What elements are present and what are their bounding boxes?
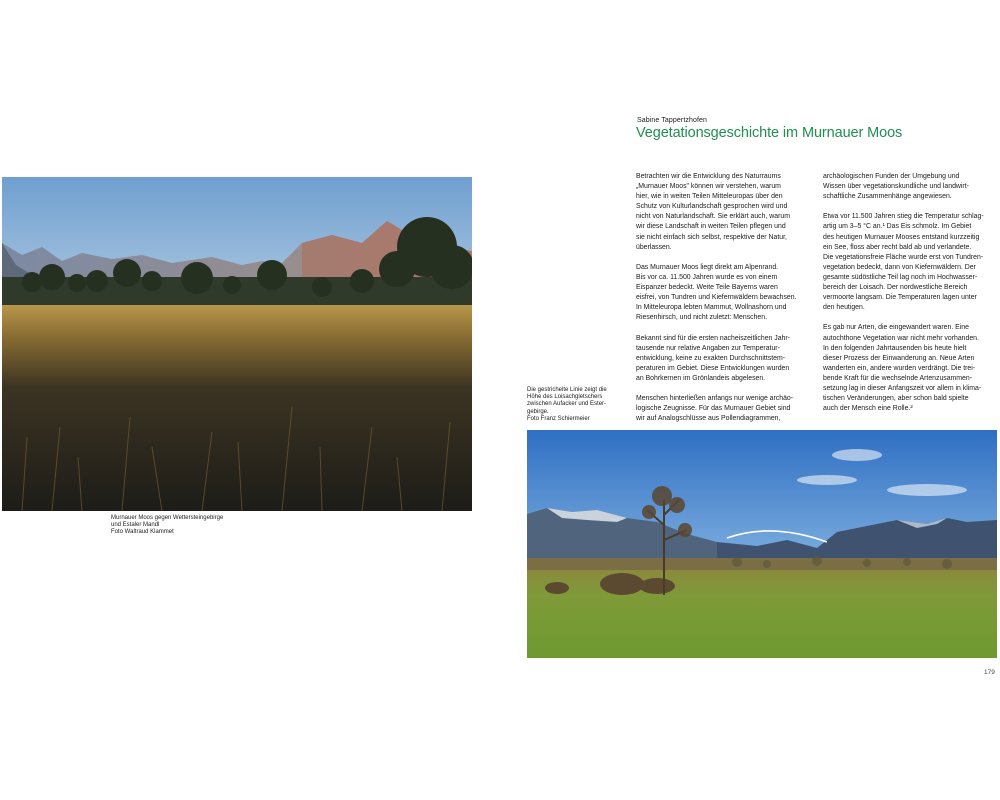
text-line: Bekannt sind für die ersten nacheiszeitlichen Jahr-	[636, 334, 790, 342]
text-line: Das Murnauer Moos liegt direkt am Alpenrand.	[636, 263, 779, 271]
text-line: eisfrei, von Tundren und Kiefernwäldern bewachsen.	[636, 294, 797, 302]
caption-line: Murnauer Moos gegen Wettersteingebirge	[111, 515, 224, 521]
text-line: bende Kraft für die wechselnde Artenzusammen-	[823, 374, 972, 382]
text-line: tausende nur relative Angaben zur Temperatur-	[636, 344, 780, 352]
article-title: Vegetationsgeschichte im Murnauer Moos	[636, 125, 903, 141]
caption-line: Die gestrichelte Linie zeigt die	[527, 387, 607, 393]
text-line: dieser Prozess der Einwanderung an. Neue Arten	[823, 354, 975, 362]
caption-line: Höhe des Loisachgletschers	[527, 394, 603, 401]
text-line: Betrachten wir die Entwicklung des Naturraums	[636, 173, 781, 180]
text-line: wir diese Landschaft in weiten Teilen pflegen und	[636, 223, 786, 231]
text-line: schaftliche Zusammenhänge angewiesen.	[823, 193, 952, 201]
caption-line: gebirge.	[527, 408, 549, 415]
text-column-right	[823, 172, 995, 424]
text-line: Bis vor ca. 11.500 Jahren wurde es von einem	[636, 273, 778, 281]
text-line: entwicklung, keine zu exakten Durchschnittstem-	[636, 354, 785, 362]
text-line: gesamte südöstliche Teil lag noch im Hochwasser-	[823, 273, 978, 281]
paragraph	[823, 323, 995, 414]
photo-caption-right	[527, 387, 607, 423]
text-line: Die vegetationsfreie Fläche wurde erst von Tundren-	[823, 253, 984, 261]
text-line: In den folgenden Jahrtausenden bis heute hielt	[823, 344, 967, 352]
article-author: Sabine Tappertzhofen	[637, 117, 707, 124]
text-line: In Mitteleuropa lebten Mammut, Wollnashorn und	[636, 304, 787, 312]
photo-loisach-glacier-line	[527, 430, 997, 658]
paragraph	[823, 212, 995, 313]
paragraph	[636, 334, 808, 384]
text-line: vegetation bedeckt, dann von Kiefernwäldern. Der	[823, 263, 976, 271]
text-line: Etwa vor 11.500 Jahren stieg die Temperatur schlag-	[823, 213, 984, 221]
photo-murnauer-moos-sunset	[2, 177, 472, 511]
text-line: „Murnauer Moos" können wir verstehen, warum	[636, 183, 781, 191]
text-line: logische Zeugnisse. Für das Murnauer Gebiet sind	[636, 405, 791, 413]
caption-line: Foto Franz Schiermeier	[527, 415, 590, 422]
paragraph	[636, 172, 808, 253]
text-line: Wissen über vegetationskundliche und landwirt-	[823, 183, 969, 191]
photo-caption-left	[111, 515, 223, 537]
text-column-left	[636, 172, 808, 434]
caption-line: Foto Waltraud Klammet	[111, 529, 174, 536]
text-line: an Bohrkernen im Grönlandeis abgelesen.	[636, 374, 766, 382]
page-number: 179	[984, 669, 995, 676]
text-line: den heutigen.	[823, 304, 865, 312]
text-line: vermoorte langsam. Die Temperaturen lagen unter	[823, 294, 977, 302]
text-line: archäologischen Funden der Umgebung und	[823, 173, 960, 180]
text-line: wir auf Analogschlüsse aus Pollendiagrammen,	[636, 415, 781, 423]
caption-line: und Estaler Mandl	[111, 522, 160, 529]
text-line: bereich der Loisach. Der nordwestliche Bereich	[823, 284, 968, 292]
landscape-image	[527, 430, 997, 658]
paragraph	[636, 394, 808, 424]
text-line: artig um 3–5 °C an.¹ Das Eis schmolz. Im Gebiet	[823, 223, 972, 231]
text-line: Riesenhirsch, und nicht zuletzt: Menschen.	[636, 314, 767, 322]
text-line: Es gab nur Arten, die eingewandert waren. Eine	[823, 324, 969, 332]
text-line: wanderten ein, andere wurden verdrängt. Die trei-	[823, 364, 976, 372]
text-line: tischen Veränderungen, aber schon bald spielte	[823, 395, 969, 403]
text-line: Menschen hinterließen anfangs nur wenige archäo-	[636, 395, 794, 403]
text-line: peraturen im Gebiet. Diese Entwicklungen wurden	[636, 364, 790, 372]
text-line: auch der Mensch eine Rolle.²	[823, 405, 913, 413]
caption-line: zwischen Aufacker und Ester-	[527, 401, 607, 408]
paragraph	[636, 263, 808, 324]
text-line: Schutz von Kulturlandschaft gesprochen wird und	[636, 203, 788, 211]
text-line: Eispanzer bedeckt. Weite Teile Bayerns waren	[636, 284, 778, 292]
text-line: überlassen.	[636, 243, 672, 251]
text-line: nicht von Naturlandschaft. Sie erklärt auch, warum	[636, 213, 790, 221]
text-line: autochthone Vegetation war nicht mehr vorhanden.	[823, 334, 979, 342]
text-line: sie nicht einfach sich selbst, respektive der Natur,	[636, 233, 787, 241]
text-line: setzung lag in dieser Anfangszeit vor allem in klima-	[823, 384, 982, 392]
paragraph	[823, 172, 995, 202]
text-line: des heutigen Murnauer Mooses entstand kurzzeitig	[823, 233, 980, 241]
text-line: ein See, floss aber recht bald ab und verlandete.	[823, 243, 972, 251]
text-line: hier, wie in weiten Teilen Mitteleuropas über den	[636, 193, 783, 201]
landscape-image	[2, 177, 472, 511]
